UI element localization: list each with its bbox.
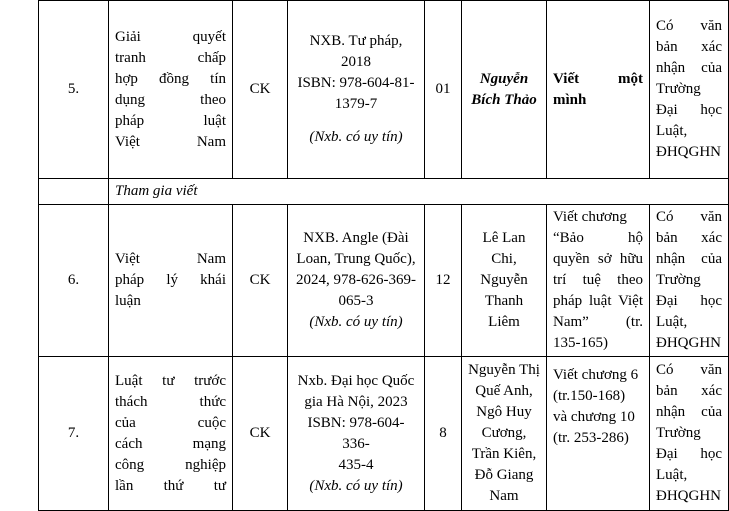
- book-type: CK: [233, 1, 288, 179]
- contribution: Viết chương 6 (tr.150-168) và chương 10 (tr. 253-286): [547, 357, 650, 511]
- author-count: 12: [425, 205, 462, 357]
- book-type: CK: [233, 205, 288, 357]
- authors: Lê Lan Chi, Nguyễn Thanh Liêm: [462, 205, 547, 357]
- row-number: 5.: [39, 1, 109, 179]
- authors: Nguyễn Thị Quế Anh, Ngô Huy Cương, Trần Kiên, Đỗ Giang Nam: [462, 357, 547, 511]
- contribution: Viết một mình: [547, 1, 650, 179]
- author-count: 01: [425, 1, 462, 179]
- confirmation-note: Có văn bản xác nhận của Trường Đại học Luật, ĐHQGHN: [650, 205, 729, 357]
- table-row: [39, 357, 729, 511]
- publisher-info: Nxb. Đại học Quốc gia Hà Nội, 2023 ISBN: 978-604-336- 435-4 (Nxb. có uy tín): [288, 357, 425, 511]
- confirmation-note: Có văn bản xác nhận của Trường Đại học Luật, ĐHQGHN: [650, 357, 729, 511]
- table-row: [39, 1, 729, 179]
- publisher-note: (Nxb. có uy tín): [309, 477, 403, 494]
- authors: Nguyễn Bích Thảo: [462, 1, 547, 179]
- author-count: 8: [425, 357, 462, 511]
- row-number: 7.: [39, 357, 109, 511]
- contribution: Viết chương “Bảo hộ quyền sở hữu trí tuệ theo pháp luật Việt Nam” (tr. 135-165): [547, 205, 650, 357]
- section-label: Tham gia viết: [109, 179, 729, 205]
- publisher-info: NXB. Angle (Đài Loan, Trung Quốc), 2024, 978-626-369- 065-3 (Nxb. có uy tín): [288, 205, 425, 357]
- table-row: [39, 205, 729, 357]
- publication-table: [38, 0, 729, 511]
- book-title: Giải quyết tranh chấp hợp đồng tín dụng theo pháp luật Việt Nam: [109, 1, 233, 179]
- publisher-note: (Nxb. có uy tín): [309, 314, 403, 330]
- publisher-info: NXB. Tư pháp, 2018 ISBN: 978-604-81- 1379-7 (Nxb. có uy tín): [288, 1, 425, 179]
- publisher-note: (Nxb. có uy tín): [309, 129, 403, 145]
- row-number: 6.: [39, 205, 109, 357]
- book-type: CK: [233, 357, 288, 511]
- section-row: [39, 179, 729, 205]
- book-title: Việt Nam pháp lý khái luận: [109, 205, 233, 357]
- confirmation-note: Có văn bản xác nhận của Trường Đại học Luật, ĐHQGHN: [650, 1, 729, 179]
- book-title: Luật tư trước thách thức của cuộc cách mạng công nghiệp lần thứ tư: [109, 357, 233, 511]
